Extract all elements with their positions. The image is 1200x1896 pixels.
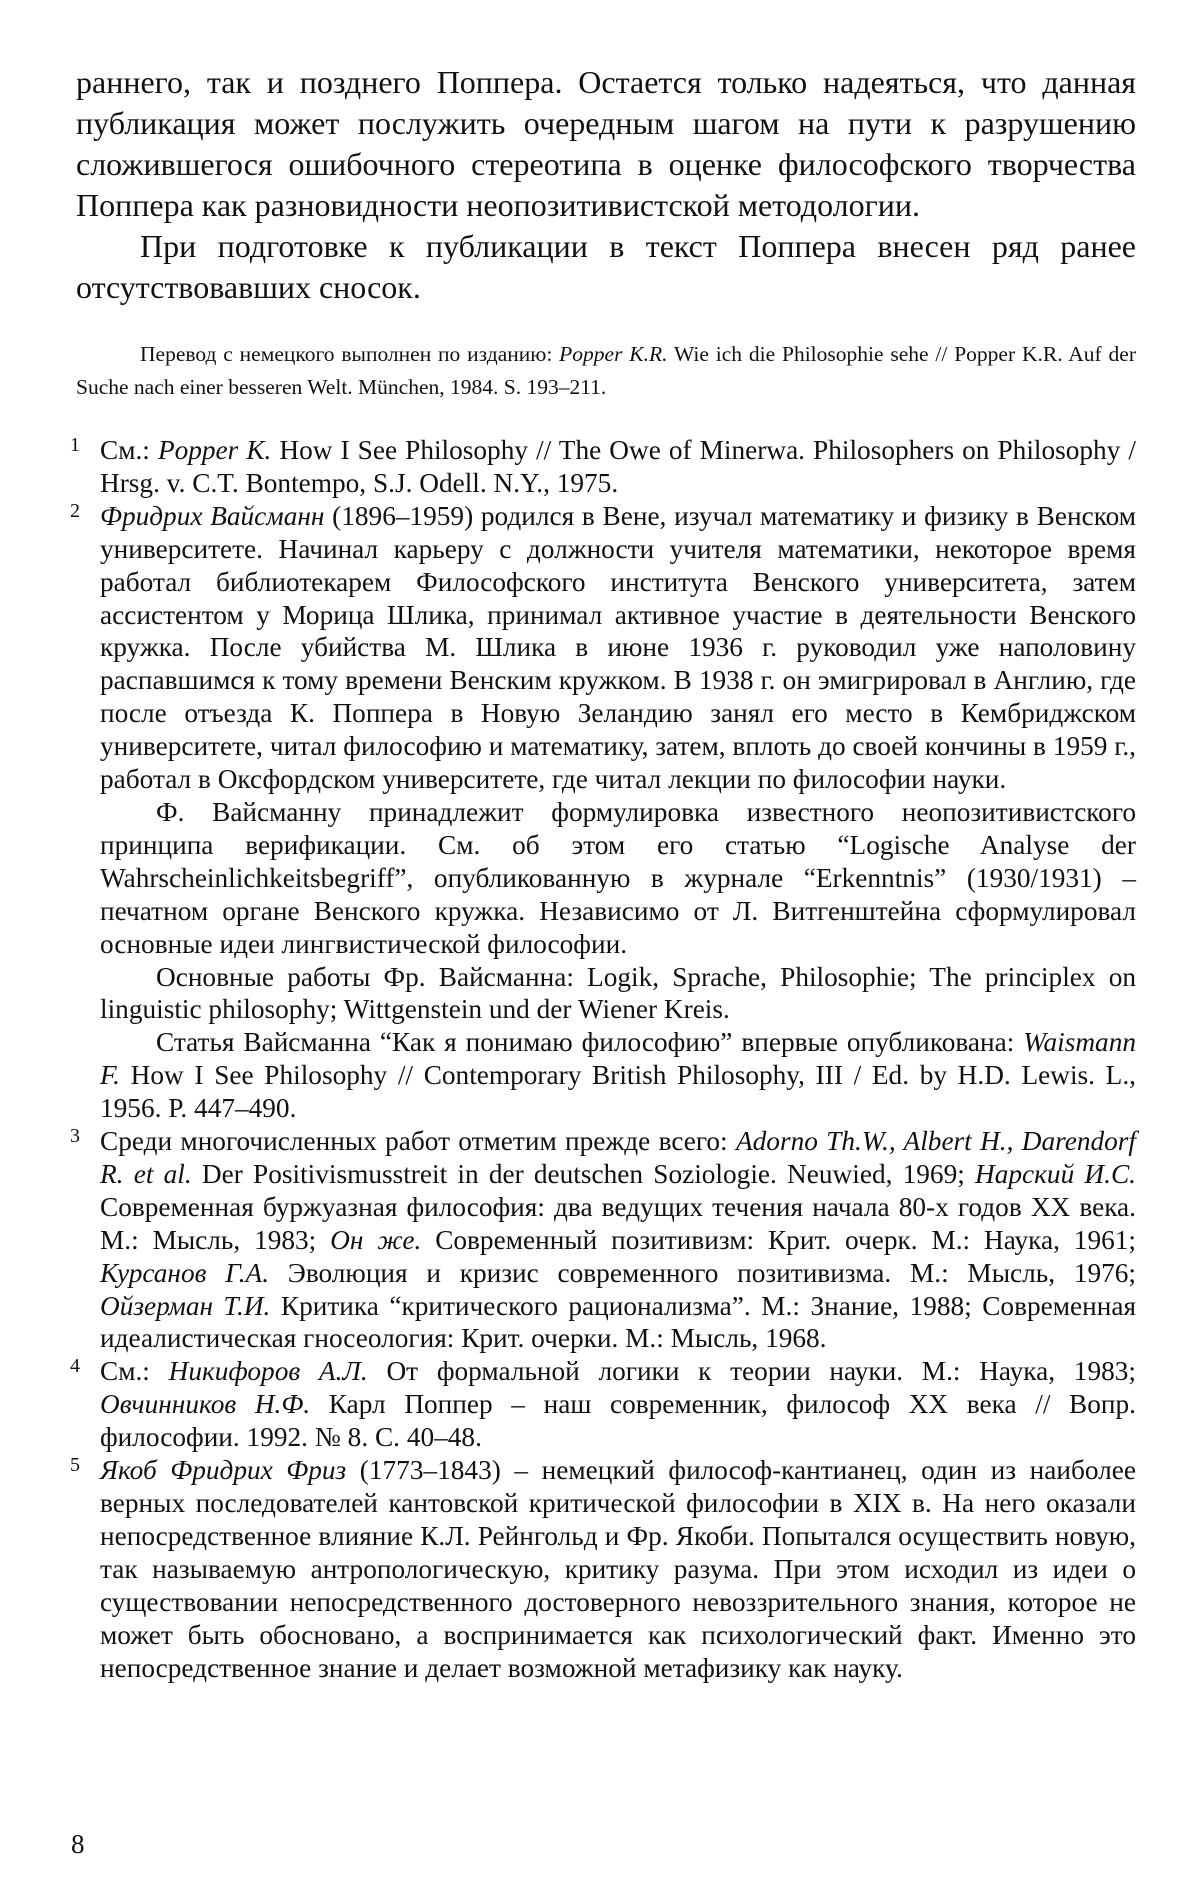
footnote-paragraph: [100, 1026, 1136, 1125]
footnote-text: How I See Philosophy // The Owe of Minerwa. Philosophers on Philosophy / Hrsg. v. C.T. Bontempo, S.J. Odell. N.Y., 1975.: [100, 435, 1136, 498]
footnote-text: См.:: [100, 435, 158, 465]
footnote-paragraph: [100, 961, 1136, 1027]
body-paragraph-2: При подготовке к публикации в текст Поппера внесен ряд ранее отсутствовавших сносок.: [76, 228, 1136, 305]
footnote-italic-text: Нарский И.С.: [975, 1158, 1137, 1189]
footnote: [70, 1355, 1136, 1454]
footnote-italic-text: Waismann F.: [100, 1027, 1136, 1091]
footnote-text: Современная буржуазная философия: два ведущих течения начала 80-х годов XX века. М.: Мысль, 1983;: [100, 1191, 1136, 1255]
footnote-text: (1896–1959) родился в Вене, изучал математику и физику в Венском университете. Начинал карьеру с должности учителя математики, некоторое время работал библиотекарем Философского института Венского университета, затем ассистентом у Морица Шлика, принимал активное участие в деятельности Венского кружка. После убийства М. Шлика в июне 1936 г. руководил уже наполовину распавшимся к тому времени Венским кружком. В 1938 г. он эмигрировал в Англию, где после отъезда К. Поппера в Новую Зеландию занял его место в Кембриджском университете, читал философию и математику, затем, вплоть до своей кончины в 1959 г., работал в Оксфордском университете, где читал лекции по философии науки.: [100, 500, 1136, 795]
translation-note-source: Wie ich die Philosophie sehe // Popper K.R. Auf der Suche nach einer besseren Welt. München, 1984. S. 193–211.: [76, 342, 1136, 399]
footnote: [70, 434, 1136, 500]
footnote-text: Статья Вайсманна “Как я понимаю философию” впервые опубликована:: [156, 1027, 1024, 1058]
footnote-text: См.:: [100, 1356, 169, 1387]
footnote-number: 2: [70, 499, 80, 522]
footnotes: [70, 434, 1137, 1684]
translation-note-author: Popper K.R.: [559, 342, 668, 366]
footnote-number: 3: [70, 1125, 80, 1148]
footnote: [70, 499, 1136, 1125]
translation-note-prefix: Перевод с немецкого выполнен по изданию:: [140, 342, 560, 366]
footnote-text: (1773–1843) – немецкий философ-кантианец, один из наиболее верных последователей кантовской критической философии в XIX в. На него оказали непосредственное влияние К.Л. Рейнгольд и Фр. Якоби. Попытался осуществить новую, так называемую антропологическую, критику разума. При этом исходил из идеи о существовании непосредственного достоверного невоззрительного знания, которое не может быть обосновано, а воспринимается как психологический факт. Именно это непосредственное знание и делает возможной метафизику как науку.: [100, 1455, 1137, 1683]
footnote-italic-text: Никифоров А.Л.: [168, 1356, 368, 1387]
footnote-italic-text: Ойзерман Т.И.: [100, 1290, 271, 1321]
body-paragraph-1: раннего, так и позднего Поппера. Остается только надеяться, что данная публикация может послужить очередным шагом на пути к разрушению сложившегося ошибочного стереотипа в оценке философского творчества Поппера как разновидности неопозитивистской методологии.: [76, 64, 1136, 223]
footnote-text: Эволюция и кризис современного позитивизма. М.: Мысль, 1976;: [269, 1257, 1137, 1288]
footnote: [70, 1454, 1137, 1684]
footnote-text: Ф. Вайсманну принадлежит формулировка известного неопозитивистского принципа верификации. См. об этом его статью “Logische Analyse der Wahrscheinlichkeitsbegriff”, опубликованную в журнале “Erkenntnis” (1930/1931) – печатном органе Венского кружка. Независимо от Л. Витгенштейна сформулировал основные идеи лингвистической философии.: [100, 796, 1136, 959]
footnote-italic-text: Фридрих Вайсманн: [100, 500, 325, 531]
footnote-italic-text: Popper K.: [157, 435, 272, 465]
footnote-text: Основные работы Фр. Вайсманна: Logik, Sprache, Philosophie; The principlex on linguistic philosophy; Wittgenstein und der Wiener Kreis.: [100, 961, 1136, 1025]
footnote-italic-text: Овчинников Н.Ф.: [100, 1389, 311, 1420]
main-text: [76, 62, 1136, 308]
footnote-italic-text: Он же.: [330, 1224, 422, 1255]
footnote-number: 4: [70, 1355, 80, 1378]
footnote-paragraph: [100, 1355, 1136, 1454]
footnote-paragraph: [100, 1454, 1136, 1684]
footnote-paragraph: [100, 434, 1136, 500]
footnote-text: Карл Поппер – наш современник, философ XX века // Вопр. философии. 1992. № 8. С. 40–48.: [100, 1389, 1136, 1453]
footnote-italic-text: Курсанов Г.А.: [100, 1257, 270, 1288]
footnote-number: 1: [70, 434, 80, 456]
translation-note: [76, 338, 1136, 404]
footnote-text: Среди многочисленных работ отметим прежде всего:: [100, 1126, 736, 1157]
footnote-paragraph: [100, 500, 1136, 796]
footnote-text: Критика “критического рационализма”. М.: Знание, 1988; Современная идеалистическая гносеология: Крит. очерки. М.: Мысль, 1968.: [100, 1290, 1136, 1354]
footnote: [70, 1125, 1137, 1355]
footnote-italic-text: Якоб Фридрих Фриз: [100, 1455, 347, 1486]
footnote-text: Der Positivismusstreit in der deutschen Soziologie. Neuwied, 1969;: [191, 1158, 976, 1189]
footnote-text: От формальной логики к теории науки. М.: Наука, 1983;: [367, 1356, 1136, 1387]
footnote-paragraph: [100, 1125, 1136, 1355]
footnote-paragraph: [100, 796, 1136, 961]
footnote-text: Современный позитивизм: Крит. очерк. М.: Наука, 1961;: [421, 1224, 1136, 1255]
page-number: 8: [71, 1829, 85, 1859]
footnote-text: How I See Philosophy // Contemporary British Philosophy, III / Ed. by H.D. Lewis. L., 1956. P. 447–490.: [100, 1060, 1136, 1124]
footnote-italic-text: Adorno Th.W., Albert H., Darendorf R. et al.: [100, 1126, 1136, 1189]
footnote-number: 5: [70, 1454, 80, 1477]
